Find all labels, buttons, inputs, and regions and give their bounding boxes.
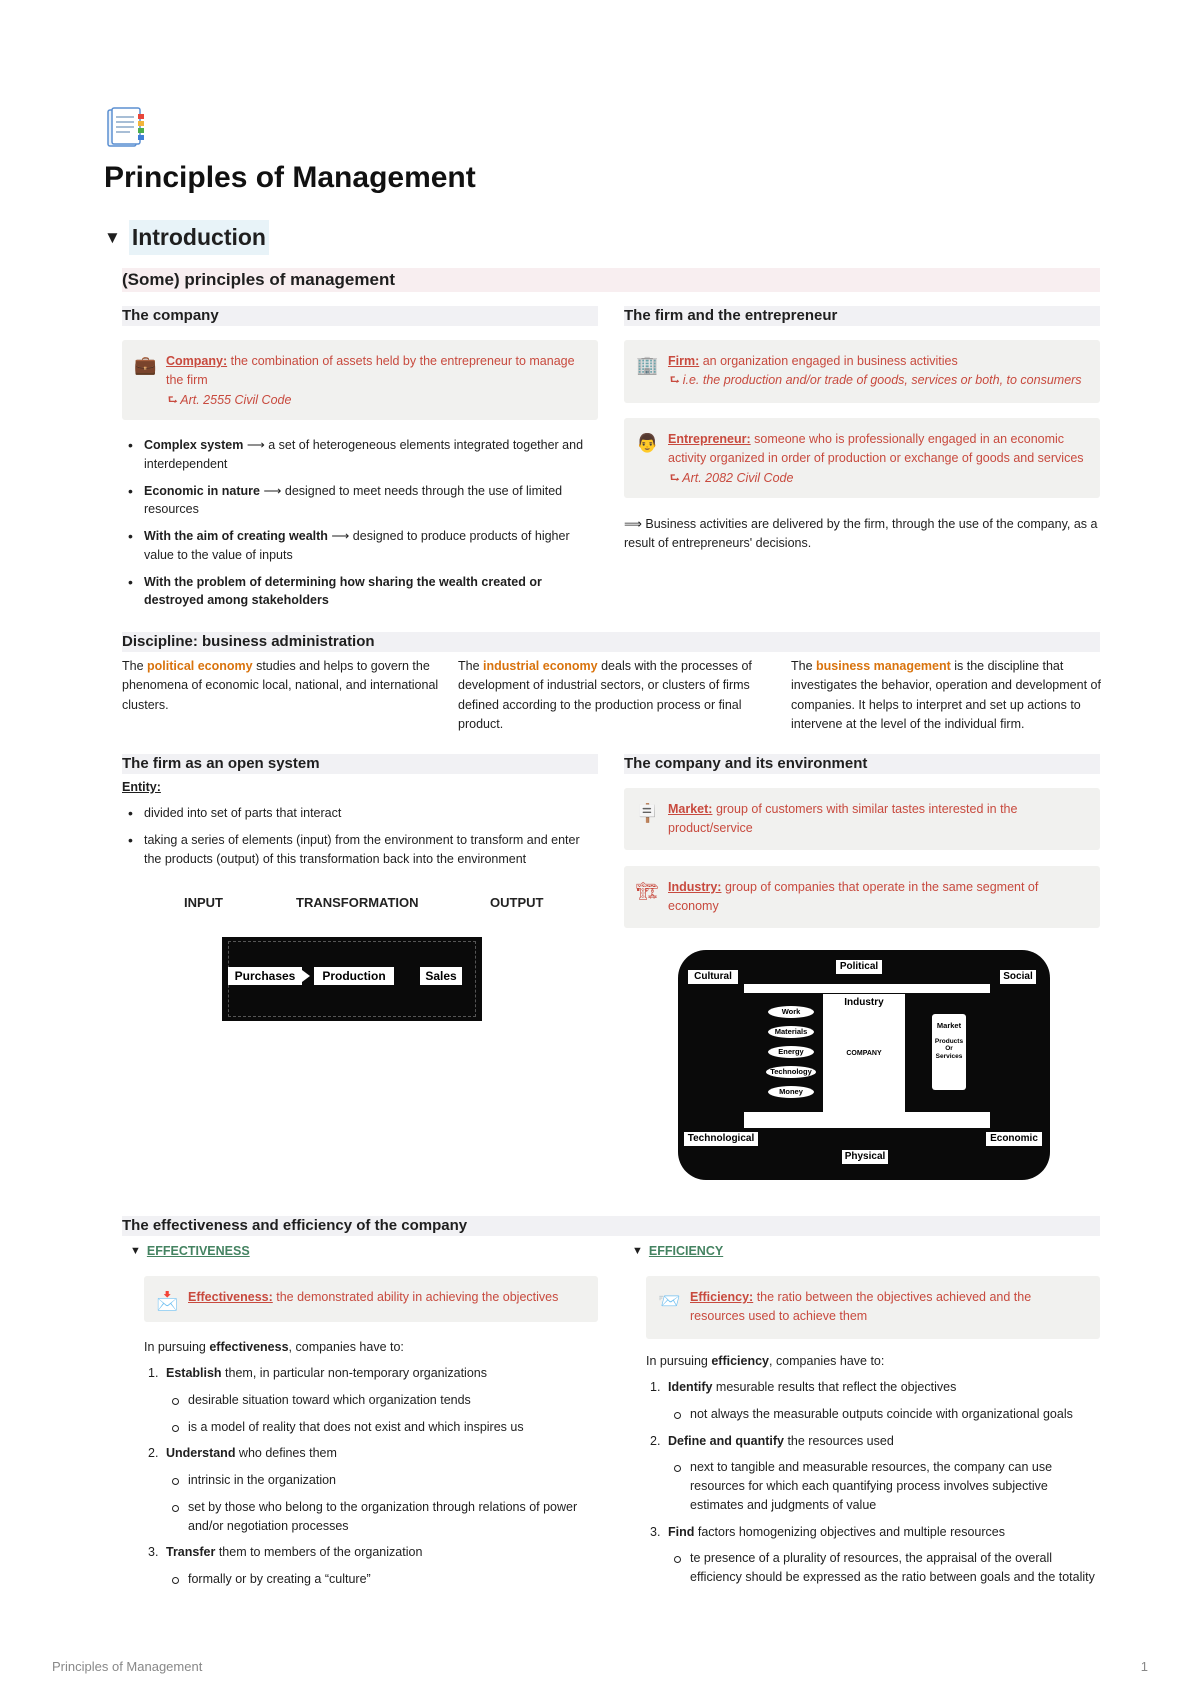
list-item: • Economic in nature ⟶ designed to meet needs through the use of limited resources — [122, 482, 598, 520]
company-label: COMPANY — [823, 1048, 905, 1060]
callout-ref: ⮑ Art. 2555 Civil Code — [166, 392, 292, 407]
open-system-heading: The firm as an open system — [122, 754, 598, 774]
envelope-icon: 📨 — [658, 1291, 681, 1311]
callout-text: an organization engaged in business activities — [699, 354, 958, 368]
firm-heading: The firm and the entrepreneur — [624, 306, 1100, 326]
work-input: Work — [768, 1006, 814, 1018]
political-label: Political — [836, 960, 882, 974]
effectiveness-toggle-label[interactable]: EFFECTIVENESS — [146, 1244, 250, 1258]
effectiveness-toggle[interactable] — [130, 1242, 250, 1261]
arrow-icon — [302, 970, 310, 982]
callout-term: Effectiveness: — [188, 1290, 273, 1304]
list-item: • With the aim of creating wealth ⟶ designed to produce products of higher value to the value of inputs — [122, 527, 598, 565]
triangle-down-icon[interactable]: ▼ — [104, 227, 121, 247]
notebook-icon — [104, 106, 146, 152]
callout-ref: ⮑ Art. 2082 Civil Code — [668, 470, 794, 485]
list-item: 1. Establish them, in particular non-temporary organizations desirable situation toward which organization tends is a model of reality that does not exist and which inspires us — [144, 1364, 598, 1436]
list-item: 3. Transfer them to members of the organization formally or by creating a “culture” — [144, 1543, 598, 1589]
list-item: 3. Find factors homogenizing objectives and multiple resources te presence of a plurality of resources, the appraisal of the overall efficiency should be expressed as the ratio between goals and the totality — [646, 1523, 1100, 1587]
entity-bullets — [122, 804, 598, 876]
transformation-diagram — [222, 937, 482, 1021]
materials-input: Materials — [768, 1026, 814, 1038]
sub-list-item: intrinsic in the organization — [166, 1471, 598, 1490]
triangle-down-icon[interactable]: ▼ — [130, 1245, 141, 1258]
input-label: INPUT — [184, 895, 223, 910]
energy-input: Energy — [768, 1046, 814, 1058]
sub-list-item: set by those who belong to the organization through relations of power and/or negotiation processes — [166, 1498, 598, 1536]
inbox-icon: 📩 — [156, 1291, 179, 1311]
introduction-heading: Introduction — [129, 220, 269, 255]
sales-box: Sales — [420, 967, 462, 985]
sub-list-item: desirable situation toward which organization tends — [166, 1391, 598, 1410]
technology-input: Technology — [766, 1066, 816, 1078]
briefcase-icon: 💼 — [134, 355, 157, 375]
efficiency-toggle-label[interactable]: EFFICIENCY — [648, 1244, 724, 1258]
entrepreneur-callout — [624, 418, 1100, 498]
output-label: OUTPUT — [490, 895, 544, 910]
cultural-label: Cultural — [688, 970, 738, 984]
company-callout — [122, 340, 598, 420]
business-conclusion: ⟹ Business activities are delivered by the firm, through the use of the company, as a result of entrepreneurs' decisions. — [624, 517, 1098, 551]
industrial-economy-text: The industrial economy deals with the processes of development of industrial sectors, or clusters of firms defined according to the production process or final product. — [458, 659, 752, 732]
discipline-heading: Discipline: business administration — [122, 632, 1100, 652]
political-economy-text: The political economy studies and helps to govern the phenomena of economic local, national, and international clusters. — [122, 659, 439, 712]
environment-diagram — [678, 950, 1050, 1180]
efficiency-toggle[interactable] — [632, 1242, 723, 1261]
efficiency-callout — [646, 1276, 1100, 1339]
sub-list-item: is a model of reality that does not exist and which inspires us — [166, 1418, 598, 1437]
market-label: Market — [932, 1020, 966, 1032]
chart-sign-icon: 🪧 — [636, 803, 659, 823]
technological-label: Technological — [684, 1132, 758, 1146]
economic-label: Economic — [986, 1132, 1042, 1146]
list-item: • taking a series of elements (input) from the environment to transform and enter the products (output) of this transformation back into the environment — [122, 831, 598, 869]
callout-term: Efficiency: — [690, 1290, 754, 1304]
callout-ref: ⮑ i.e. the production and/or trade of goods, services or both, to consumers — [668, 373, 1082, 388]
introduction-toggle[interactable] — [104, 220, 269, 255]
callout-term: Firm: — [668, 354, 700, 368]
callout-term: Entrepreneur: — [668, 432, 751, 446]
list-item: • divided into set of parts that interact — [122, 804, 598, 823]
list-item: 1. Identify mesurable results that reflect the objectives not always the measurable outputs coincide with organizational goals — [646, 1378, 1100, 1424]
list-item: • Complex system ⟶ a set of heterogeneous elements integrated together and interdependent — [122, 436, 598, 474]
market-callout — [624, 788, 1100, 850]
office-building-icon: 🏢 — [636, 355, 659, 375]
firm-callout — [624, 340, 1100, 403]
callout-text: the combination of assets held by the entrepreneur to manage the firm — [166, 354, 575, 388]
person-icon: 👨 — [636, 433, 659, 453]
entity-label: Entity: — [122, 780, 161, 794]
bottom-bar — [744, 1112, 990, 1128]
effectiveness-list — [144, 1364, 598, 1597]
efficiency-list — [646, 1378, 1100, 1595]
physical-label: Physical — [842, 1150, 888, 1164]
callout-term: Industry: — [668, 880, 722, 894]
effectiveness-callout — [144, 1276, 598, 1322]
transformation-label: TRANSFORMATION — [296, 895, 419, 910]
products-label: Products Or Services — [932, 1038, 966, 1066]
social-label: Social — [1000, 970, 1036, 984]
money-input: Money — [768, 1086, 814, 1098]
callout-text: the demonstrated ability in achieving the objectives — [272, 1290, 559, 1304]
crane-icon: 🏗 — [636, 881, 659, 901]
effectiveness-intro: In pursuing effectiveness, companies have to: — [144, 1340, 404, 1354]
callout-text: group of companies that operate in the same segment of economy — [668, 880, 1039, 914]
footer-title: Principles of Management — [52, 1659, 203, 1674]
callout-text: group of customers with similar tastes interested in the product/service — [668, 802, 1018, 836]
triangle-down-icon[interactable]: ▼ — [632, 1245, 643, 1258]
list-item: • With the problem of determining how sharing the wealth created or destroyed among stakeholders — [122, 573, 598, 611]
list-item: 2. Define and quantify the resources used next to tangible and measurable resources, the company can use resources for which each quantifying process involves subjective estimates and judgments of value — [646, 1432, 1100, 1515]
industry-label: Industry — [823, 996, 905, 1010]
sub-list-item: next to tangible and measurable resources, the company can use resources for which each quantifying process involves subjective estimates and judgments of value — [668, 1458, 1100, 1514]
company-bullets — [122, 436, 598, 618]
business-management-text: The business management is the discipline that investigates the behavior, operation and development of companies. It helps to interpret and set up actions to intervene at the level of the individual firm. — [791, 659, 1101, 732]
callout-text: someone who is professionally engaged in an economic activity organized in order of production or exchange of goods and services — [668, 432, 1084, 466]
sub-list-item: te presence of a plurality of resources, the appraisal of the overall efficiency should be expressed as the ratio between goals and the totality — [668, 1549, 1100, 1587]
company-heading: The company — [122, 306, 598, 326]
list-item: 2. Understand who defines them intrinsic in the organization set by those who belong to the organization through relations of power and/or negotiation processes — [144, 1444, 598, 1535]
production-box: Production — [314, 967, 394, 985]
page-title: Principles of Management — [104, 161, 476, 194]
top-bar — [744, 984, 990, 993]
efficiency-intro: In pursuing efficiency, companies have to: — [646, 1354, 885, 1368]
environment-heading: The company and its environment — [624, 754, 1100, 774]
callout-term: Market: — [668, 802, 713, 816]
effectiveness-efficiency-heading: The effectiveness and efficiency of the company — [122, 1216, 1100, 1236]
callout-text: the ratio between the objectives achieved and the resources used to achieve them — [690, 1290, 1032, 1324]
purchases-box: Purchases — [228, 967, 302, 985]
page-number: 1 — [1140, 1659, 1148, 1674]
sub-list-item: formally or by creating a “culture” — [166, 1570, 598, 1589]
callout-term: Company: — [166, 354, 228, 368]
industry-callout — [624, 866, 1100, 928]
principles-heading: (Some) principles of management — [122, 268, 1100, 292]
sub-list-item: not always the measurable outputs coincide with organizational goals — [668, 1405, 1100, 1424]
